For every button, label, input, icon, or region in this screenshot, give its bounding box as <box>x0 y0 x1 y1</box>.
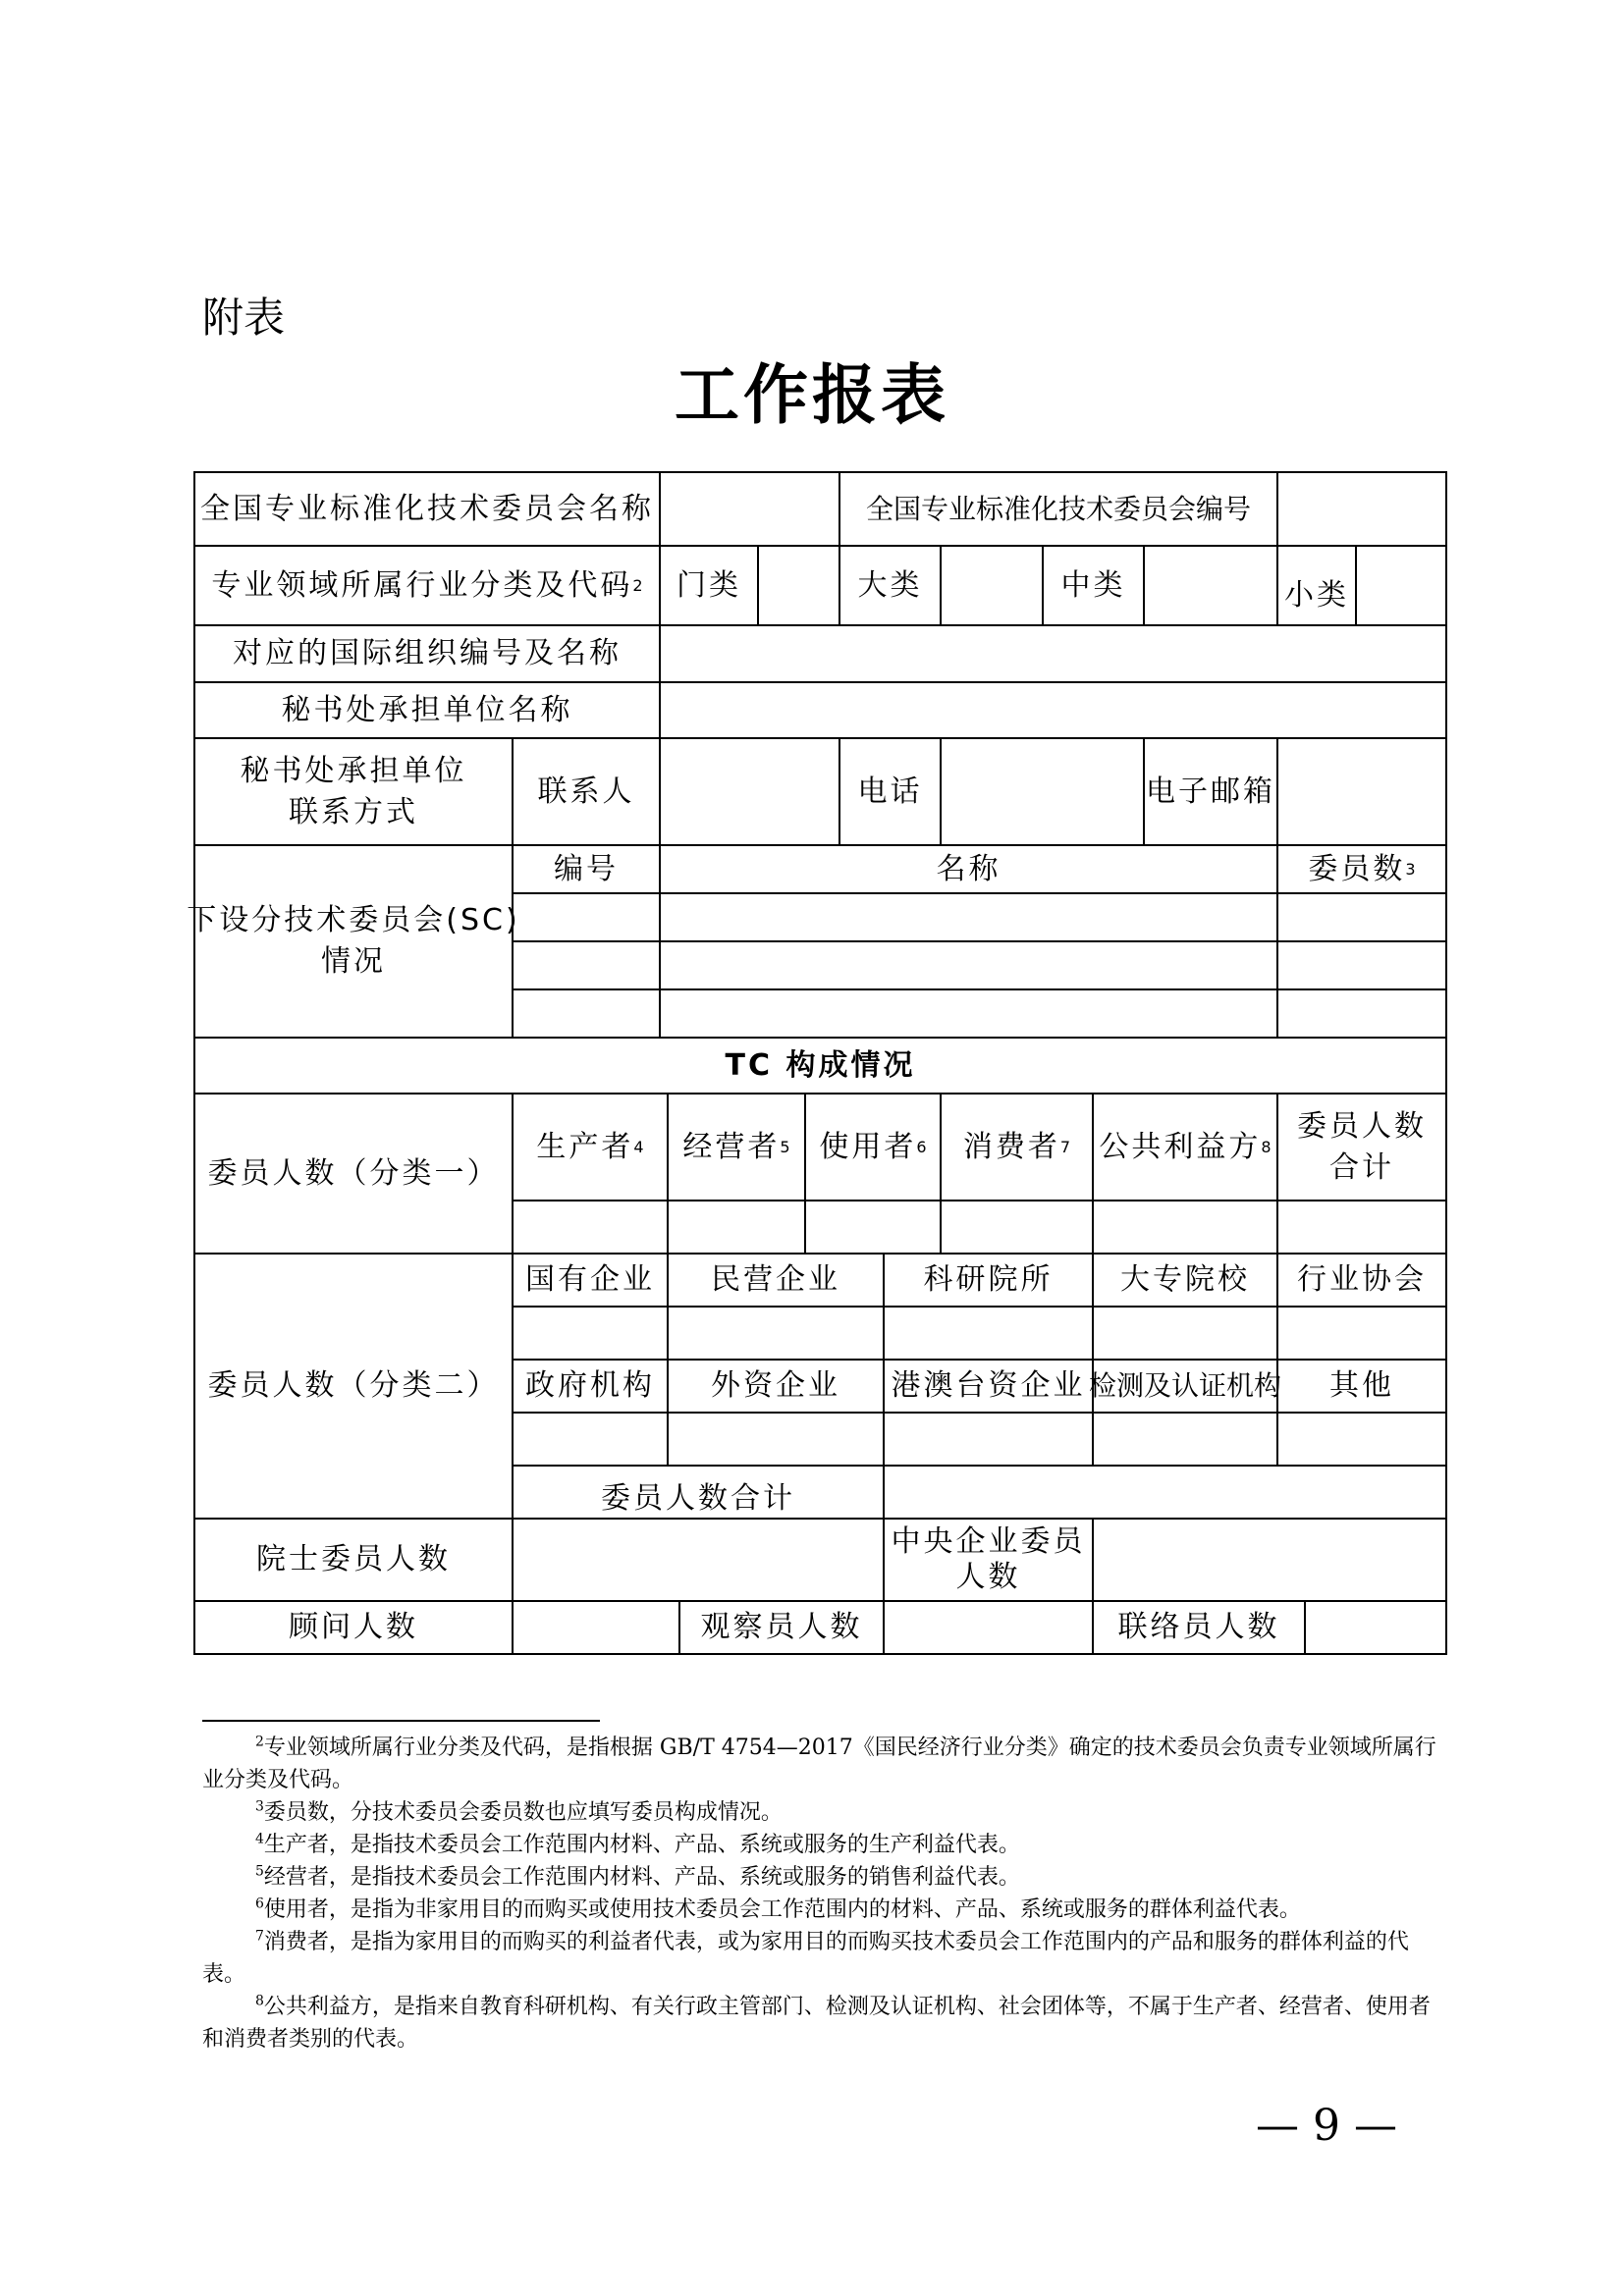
private-label: 民营企业 <box>711 1262 840 1297</box>
industry-label-text: 专业领域所属行业分类及代码 <box>211 567 633 603</box>
sc-name-header: 名称 <box>936 851 1001 886</box>
sc-members-text: 委员数 <box>1308 851 1406 886</box>
footnote-3: $^3$委员数，分技术委员会委员数也应填写委员构成情况。 <box>255 1798 783 1825</box>
tc-composition-label: TC 构成情况 <box>725 1047 916 1083</box>
members-total-line1: 委员人数 <box>1297 1108 1427 1144</box>
consumer-label: 消费者 7 <box>941 1094 1093 1201</box>
observer-label: 观察员人数 <box>700 1610 863 1644</box>
secretariat-contact-line2: 联系方式 <box>289 794 418 829</box>
industry-class-label: 小类 <box>1284 577 1349 613</box>
testing-label: 检测及认证机构 <box>1089 1369 1282 1402</box>
members-total-label <box>1277 1094 1446 1201</box>
foreign-label: 外资企业 <box>711 1368 840 1403</box>
industry-group-label: 中类 <box>1060 567 1126 603</box>
sc-number-header: 编号 <box>554 851 619 886</box>
liaison-label: 联络员人数 <box>1117 1610 1280 1644</box>
members-sum-label: 委员人数合计 <box>601 1481 795 1516</box>
tc-name-label: 全国专业标准化技术委员会名称 <box>200 491 654 526</box>
footnote-5: $^5$经营者，是指技术委员会工作范围内材料、产品、系统或服务的销售利益代表。 <box>255 1863 1020 1890</box>
footnote-4: $^4$生产者，是指技术委员会工作范围内材料、产品、系统或服务的生产利益代表。 <box>255 1831 1020 1857</box>
tc-number-label: 全国专业标准化技术委员会编号 <box>865 492 1251 525</box>
distributor-label: 经营者 5 <box>668 1094 805 1201</box>
user-label: 使用者 6 <box>805 1094 941 1201</box>
sc-members-header: 委员数 3 <box>1277 845 1446 893</box>
sc-label <box>187 845 520 1038</box>
page-number: — 9 — <box>1256 2101 1397 2151</box>
research-label: 科研院所 <box>923 1262 1054 1297</box>
members-cat1-label: 委员人数（分类一） <box>207 1155 500 1191</box>
page-title: 工作报表 <box>675 356 949 433</box>
email-label: 电子邮箱 <box>1146 774 1275 809</box>
central-soe-label <box>884 1519 1093 1601</box>
members-total-line2: 合计 <box>1329 1149 1394 1185</box>
producer-label: 生产者 4 <box>513 1094 668 1201</box>
university-label: 大专院校 <box>1120 1262 1250 1297</box>
soe-label: 国有企业 <box>525 1262 655 1297</box>
members-cat2-label: 委员人数（分类二） <box>207 1368 500 1403</box>
industry-label: 专业领域所属行业分类及代码 2 <box>194 546 660 625</box>
government-label: 政府机构 <box>525 1368 655 1403</box>
secretariat-contact-label <box>194 738 513 845</box>
footnote-7: $^7$消费者，是指为家用目的而购买的利益者代表，或为家用目的而购买技术委员会工作范围内的产品和服务的群体利益的代表。 <box>202 1928 1409 1987</box>
other-label: 其他 <box>1329 1368 1394 1403</box>
advisor-label: 顾问人数 <box>289 1610 418 1644</box>
consumer-text: 消费者 <box>962 1129 1060 1164</box>
sc-label-line2: 情况 <box>321 944 386 979</box>
secretariat-unit-label: 秘书处承担单位名称 <box>281 692 573 727</box>
phone-label: 电话 <box>857 774 923 809</box>
industry-division-label: 大类 <box>857 567 923 603</box>
intl-org-label: 对应的国际组织编号及名称 <box>233 636 622 670</box>
hk-mo-tw-label: 港澳台资企业 <box>891 1368 1086 1403</box>
central-soe-line2: 人数 <box>955 1560 1021 1594</box>
footnote-6: $^6$使用者，是指为非家用目的而购买或使用技术委员会工作范围内的材料、产品、系统或服务的群体利益代表。 <box>255 1896 1301 1922</box>
footnote-2: $^2$专业领域所属行业分类及代码，是指根据 GB/T 4754—2017《国民经济行业分类》确定的技术委员会负责专业领域所属行业分类及代码。 <box>202 1734 1436 1792</box>
central-soe-line1: 中央企业委员 <box>891 1524 1086 1559</box>
producer-text: 生产者 <box>536 1129 634 1164</box>
footnote-separator <box>202 1720 600 1722</box>
distributor-text: 经营者 <box>682 1129 781 1164</box>
contact-person-label: 联系人 <box>537 774 635 809</box>
association-label: 行业协会 <box>1297 1262 1427 1297</box>
attachment-label: 附表 <box>202 294 286 342</box>
industry-section-label: 门类 <box>677 567 741 603</box>
sc-label-line1: 下设分技术委员会(SC) <box>187 903 520 937</box>
public-interest-text: 公共利益方 <box>1099 1129 1262 1164</box>
academician-label: 院士委员人数 <box>256 1542 451 1576</box>
footnote-8: $^8$公共利益方，是指来自教育科研机构、有关行政主管部门、检测及认证机构、社会团体等，不属于生产者、经营者、使用者和消费者类别的代表。 <box>202 1993 1431 2052</box>
public-interest-label: 公共利益方 8 <box>1093 1094 1277 1201</box>
user-text: 使用者 <box>819 1129 917 1164</box>
secretariat-contact-line1: 秘书处承担单位 <box>240 753 467 788</box>
footnotes <box>202 1732 1443 2056</box>
